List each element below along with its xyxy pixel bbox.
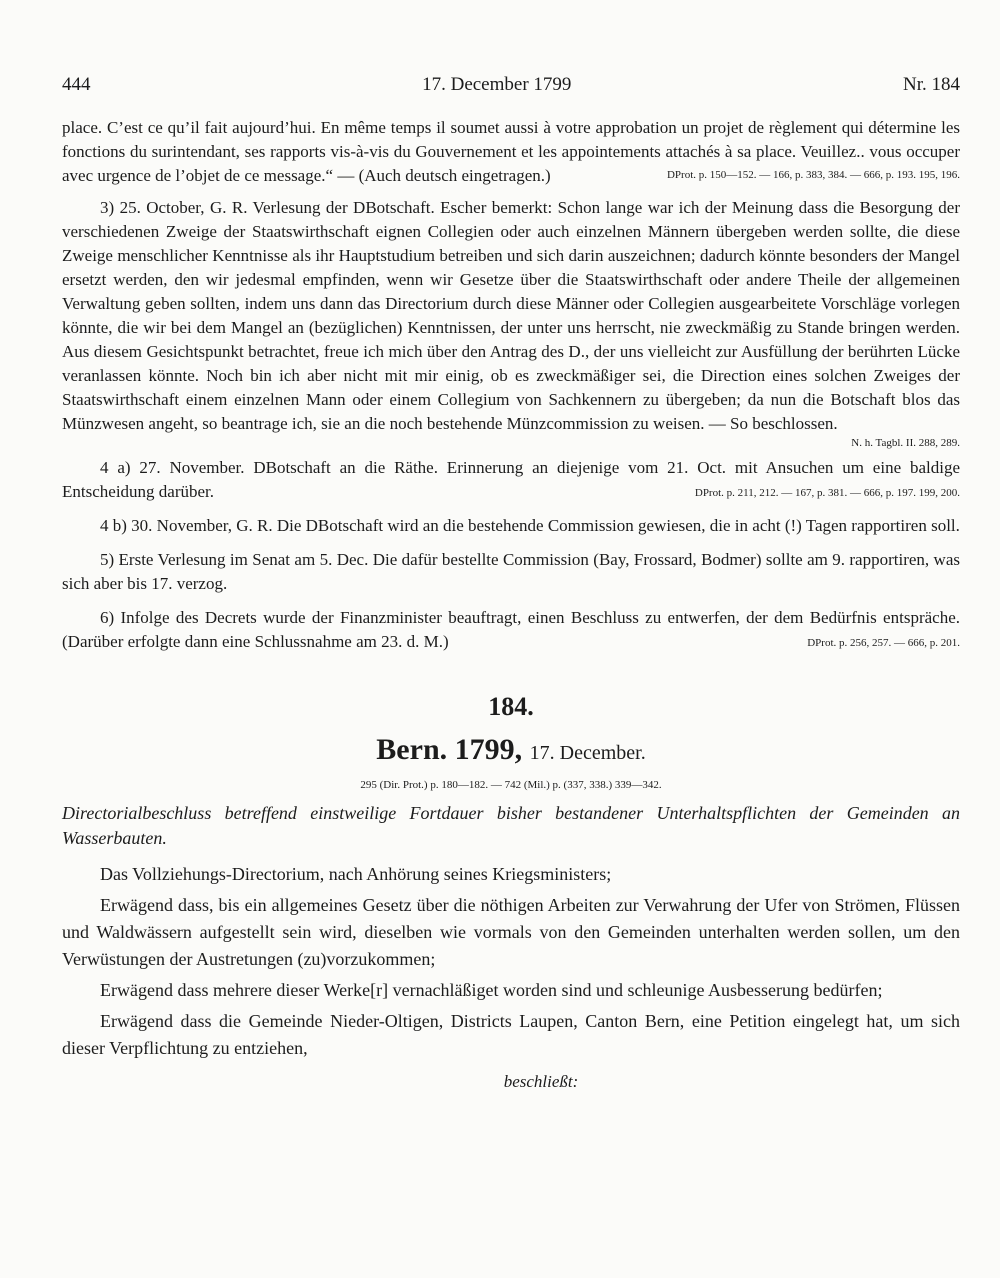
header-date: 17. December 1799 [422,74,572,95]
document-place-year: Bern. 1799, [376,733,523,766]
paragraph-3: 3) 25. October, G. R. Verlesung der DBotschaft. Escher bemerkt: Schon lange war ich der Meinung dass die Besorgung der verschiedenen Zweige der Staatswirthschaft eignen Collegien oder auch einzelnen Männern übergeben werden sollte, die diese Zweige menschlicher Kenntnisse als ihr Hauptstudium betreiben und sich darin auszeichnen; dadurch könnte besonders der Mangel ersetzt werden, den wir jedesmal empfinden, wenn wir Gesetze über die Staatswirthschaft oder andere Theile der allgemeinen Verwaltung geben sollten, indem uns dann das Directorium durch diese Männer oder Collegien ausgearbeitete Vorschläge vorlegen könnte, die wir bei dem Mangel an (bezüglichen) Kenntnissen, der unter uns herrscht, nie zweckmäßig zu Stande bringen werden. Aus diesem Gesichtspunkt betrachtet, freue ich mich über den Antrag des D., der uns vielleicht zur Ausfüllung der berührten Lücke veranlassen könnte. Noch bin ich aber nicht mit mir einig, ob es zweckmäßiger sei, die Direction eines solchen Zweiges der Staatswirthschaft einem einzelnen Mann oder einem Collegium von Sachkennern zu übergeben; da nun die Botschaft blos das Münzwesen angeht, so beantrage ich, sie an die noch bestehende Münzcommission zu weisen. — So beschlossen. [62,198,960,433]
page-header [62,74,960,104]
paragraph-5: 5) Erste Verlesung im Senat am 5. Dec. Die dafür bestellte Commission (Bay, Frossard, Bodmer) sollte am 9. rapportiren, was sich aber bis 17. verzog. [62,550,960,593]
body-paragraph: Erwägend dass die Gemeinde Nieder-Oltigen, Districts Laupen, Canton Bern, eine Petition eingelegt hat, um sich dieser Verpflichtung zu entziehen, [62,1011,960,1058]
intro-reference: DProt. p. 150—152. — 166, p. 383, 384. — 666, p. 193. 195, 196. [666,169,960,181]
document-heading [62,732,960,771]
body-paragraph: Erwägend dass mehrere dieser Werke[r] vernachläßiget worden sind und schleunige Ausbesserung bedürfen; [100,980,883,1000]
paragraph-4a-reference: DProt. p. 211, 212. — 167, p. 381. — 666, p. 197. 199, 200. [694,487,960,499]
document-date: 17. December. [529,742,646,764]
paragraph-6: 6) Infolge des Decrets wurde der Finanzminister beauftragt, einen Beschluss zu entwerfen, der dem Bedürfnis entspräche. (Darüber erfolgte dann eine Schlussnahme am 23. d. M.) [62,608,960,651]
document-number: 184. [488,692,534,721]
paragraph-4a: 4 a) 27. November. DBotschaft an die Räthe. Erinnerung an diejenige vom 21. Oct. mit Ansuchen um eine baldige Entscheidung darüber. [62,458,960,501]
paragraph-4b: 4 b) 30. November, G. R. Die DBotschaft wird an die bestehende Commission gewiesen, die in acht (!) Tagen rapportiren soll. [100,516,960,535]
body-paragraph: Das Vollziehungs-Directorium, nach Anhörung seines Kriegsministers; [100,864,612,884]
document-source: 295 (Dir. Prot.) p. 180—182. — 742 (Mil.) p. (337, 338.) 339—342. [360,779,662,791]
document-body [62,861,960,1062]
document-page [62,60,960,1092]
paragraph-3-reference: N. h. Tagbl. II. 288, 289. [851,437,960,449]
paragraph-6-reference: DProt. p. 256, 257. — 666, p. 201. [807,637,960,649]
closing-phrase: beschließt: [503,1072,579,1091]
body-paragraph: Erwägend dass, bis ein allgemeines Gesetz über die nöthigen Arbeiten zur Verwahrung der Ufer von Strömen, Flüssen und Waldwässern aufgestellt sein wird, dieselben wie vormals von den Gemeinden unterhalten werden sollen, um den Verwüstungen der Austretungen (zu)vorzukommen; [62,895,960,969]
intro-paragraph: place. C’est ce qu’il fait aujourd’hui. En même temps il soumet aussi à votre approbation un projet de règlement qui détermine les fonctions du surintendant, ses rapports vis-à-vis du Gouvernement et les appointements attachés à sa place. Veuillez.. vous occuper avec urgence de l’objet de ce message.“ — (Auch deutsch eingetragen.) [62,118,960,185]
header-document-number: Nr. 184 [903,74,960,95]
page-number: 444 [62,74,91,95]
document-title: Directorialbeschluss betreffend einstweilige Fortdauer bisher bestandener Unterhaltspflichten der Gemeinden an Wasserbauten. [62,803,960,848]
